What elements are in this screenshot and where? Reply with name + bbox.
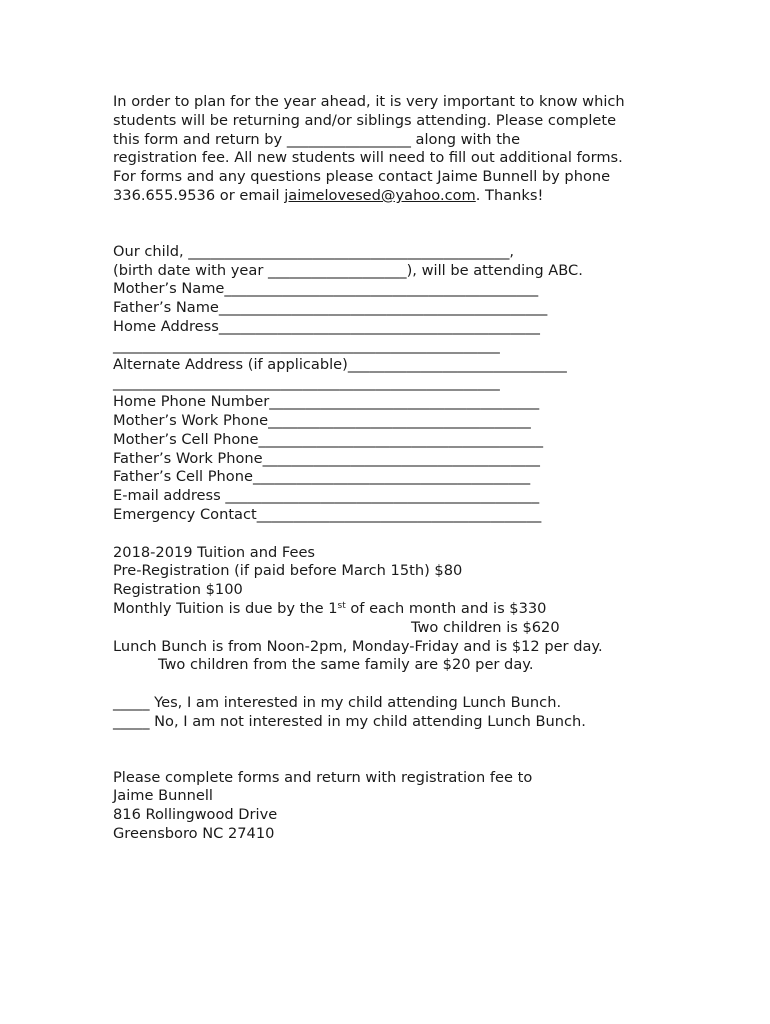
intro-paragraph [113,93,673,206]
student-info-section [113,243,673,525]
return-instructions: Please complete forms and return with registration fee to [113,768,533,786]
tuition-fees-section [113,544,673,676]
monthly-tuition [113,600,673,619]
ordinal-suffix: st [337,600,346,611]
two-children-tuition: Two children is $620 [411,618,560,636]
intro-contact-line [113,187,673,206]
birth-date-field: (birth date with year ___________________), will be attending ABC. [113,261,583,279]
city-state-zip: Greensboro NC 27410 [113,824,275,842]
intro-line: registration fee. All new students will need to fill out additional forms. [113,149,623,167]
lunch-bunch-options [113,694,673,732]
preregistration-fee: Pre-Registration (if paid before March 15th) $80 [113,562,463,580]
monthly-tuition-amount: of each month and is $330 [345,599,547,617]
email-address-field: E-mail address ___________________________________________ [113,487,540,505]
return-address-section [113,769,673,844]
mother-name-field: Mother’s Name___________________________________________ [113,280,539,298]
registration-form-document [113,93,673,844]
alternate-address-continuation: _____________________________________________________ [113,374,500,392]
home-address-field: Home Address____________________________________________ [113,317,540,335]
lunch-bunch-two-children: Two children from the same family are $20 per day. [158,656,534,674]
intro-line: In order to plan for the year ahead, it is very important to know which [113,93,625,110]
lunch-bunch-no-option: _____ No, I am not interested in my child attending Lunch Bunch. [113,712,586,730]
home-address-continuation: _____________________________________________________ [113,336,500,354]
mother-work-phone-field: Mother’s Work Phone____________________________________ [113,411,531,429]
phone-text: 336.655.9536 or email [113,186,285,204]
mother-cell-phone-field: Mother’s Cell Phone_______________________________________ [113,430,544,448]
fees-heading: 2018-2019 Tuition and Fees [113,543,316,561]
father-work-phone-field: Father’s Work Phone______________________________________ [113,449,540,467]
email-link[interactable]: jaimelovesed@yahoo.com [284,186,476,204]
home-phone-field: Home Phone Number_____________________________________ [113,393,540,411]
emergency-contact-field: Emergency Contact_______________________________________ [113,505,542,523]
monthly-tuition-text: Monthly Tuition is due by the 1 [113,599,338,617]
father-name-field: Father’s Name_____________________________________________ [113,299,548,317]
child-name-field: Our child, ____________________________________________, [113,242,515,260]
alternate-address-field: Alternate Address (if applicable)______________________________ [113,355,567,373]
street-address: 816 Rollingwood Drive [113,806,278,824]
father-cell-phone-field: Father’s Cell Phone______________________________________ [113,468,531,486]
lunch-bunch-info: Lunch Bunch is from Noon-2pm, Monday-Friday and is $12 per day. [113,637,603,655]
registration-fee: Registration $100 [113,581,243,599]
thanks-text: . Thanks! [475,186,544,204]
lunch-bunch-yes-option: _____ Yes, I am interested in my child attending Lunch Bunch. [113,693,562,711]
contact-name: Jaime Bunnell [113,787,213,805]
intro-line: For forms and any questions please contact Jaime Bunnell by phone [113,168,611,186]
intro-line: students will be returning and/or siblings attending. Please complete [113,111,617,129]
intro-line: this form and return by _________________ along with the [113,130,521,148]
